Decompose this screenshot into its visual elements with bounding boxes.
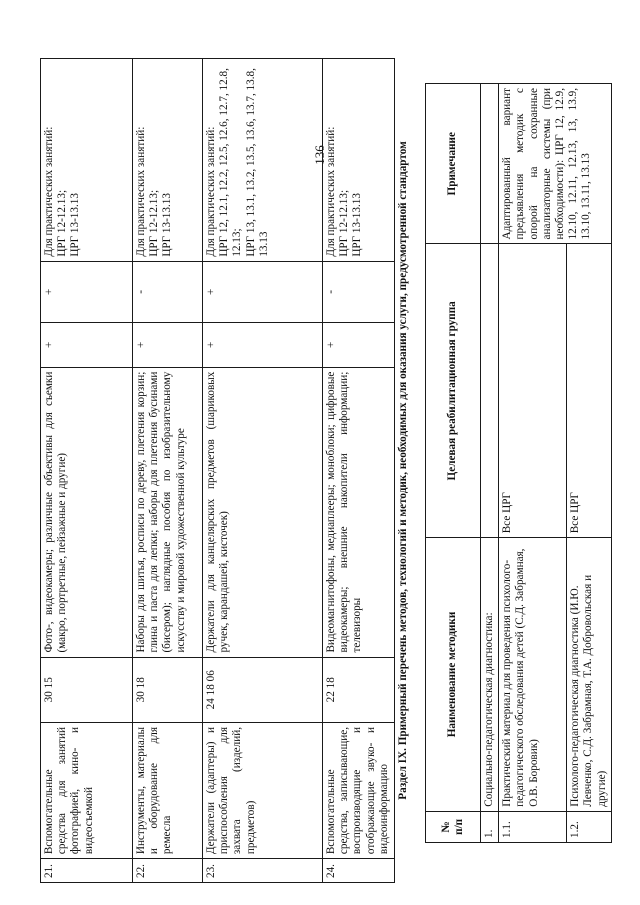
row-number: 1. — [481, 811, 499, 842]
note-line: ЦРГ 12-12.13; — [148, 189, 161, 257]
row-number: 23. — [203, 859, 323, 883]
equipment-code: 30 18 — [133, 657, 203, 722]
method-name: Практический материал для проведения психолого-педагогического обследования детей (С.Д. Забрамная, О.В. Боровик) — [499, 538, 567, 812]
table-row — [133, 59, 203, 883]
equipment-name: Инструменты, материалы и оборудование для ремесла — [133, 723, 203, 859]
table-row — [41, 59, 133, 883]
target-group: Все ЦРГ — [499, 244, 567, 538]
equipment-note — [203, 59, 323, 262]
note-line: ЦРГ 13-13.13 — [161, 193, 174, 257]
equipment-table — [40, 58, 395, 883]
target-group — [481, 244, 499, 538]
method-note — [481, 84, 499, 245]
rotated-page-content — [40, 58, 608, 883]
availability-mark: + — [203, 261, 323, 322]
availability-mark: + — [133, 322, 203, 367]
table-row — [203, 59, 323, 883]
note-line: ЦРГ 12-12.13; — [56, 189, 69, 257]
method-name: Психолого-педагогическая диагностика (И.Ю. Левченко, С.Д. Забрамная, Т.А. Добровольская и другие) — [567, 538, 612, 812]
table-row — [481, 84, 499, 843]
method-name: Социально-педагогическая диагностика: — [481, 538, 499, 812]
equipment-description: Наборы для шитья, росписи по дереву, плетения корзин; глина и паста для лепки; наборы для плетения бусинами (бисером); наглядные пособия по изобразительному искусству и мировой художественной культуре — [133, 367, 203, 657]
row-number: 24. — [323, 859, 395, 883]
method-note: Адаптированный вариант предъявления методик с опорой на сохранные анализаторные системы (при необходимости): ЦРГ 12, 12.9, 12.10, 12.11, 12.13, 13, 13.9, 13.10, 13.11, 13.13 — [499, 84, 612, 245]
equipment-note — [133, 59, 203, 262]
note-line: Для практических занятий: — [43, 126, 55, 257]
note-line: ЦРГ 12, 12.1, 12.2, 12.5, 12.6, 12.7, 12.8, 12.13; — [218, 68, 244, 257]
availability-mark: - — [323, 261, 395, 322]
note-line: ЦРГ 13, 13.1, 13.2, 13.5, 13.6, 13.7, 13.8, 13.13 — [244, 68, 270, 257]
equipment-note — [323, 59, 395, 262]
availability-mark: + — [41, 261, 133, 322]
row-number: 1.1. — [499, 811, 567, 842]
row-number: 1.2. — [567, 811, 612, 842]
column-header-note: Примечание — [426, 84, 481, 245]
header-row — [426, 84, 481, 843]
equipment-description: Видеомагнитофоны, медиаплееры; моноблоки; цифровые видеокамеры; внешние накопители информации; телевизоры — [323, 367, 395, 657]
row-number: 21. — [41, 859, 133, 883]
note-line: ЦРГ 12-12.13; — [338, 189, 351, 257]
availability-mark: - — [133, 261, 203, 322]
equipment-name: Вспомогательные средства, записывающие, воспроизводящие и отображающие звуко- и видеоинформацию — [323, 723, 395, 859]
table-row — [499, 84, 567, 843]
note-line: ЦРГ 13-13.13 — [351, 193, 364, 257]
column-header-number: № п/п — [426, 811, 481, 842]
equipment-name: Держатели (адаптеры) и приспособления для захвата (изделий, предметов) — [203, 723, 323, 859]
note-line: Для практических занятий: — [135, 126, 147, 257]
equipment-code: 30 15 — [41, 657, 133, 722]
page-number: 136 — [312, 145, 327, 165]
note-line: ЦРГ 13-13.13 — [69, 193, 82, 257]
equipment-code: 24 18 06 — [203, 657, 323, 722]
availability-mark: + — [323, 322, 395, 367]
equipment-description: Фото-, видеокамеры; различные объективы для съемки (макро, портретные, пейзажные и другие) — [41, 367, 133, 657]
table-row — [323, 59, 395, 883]
equipment-name: Вспомогательные средства для занятий фотографией, кино- и видеосъемкой — [41, 723, 133, 859]
column-header-group: Целевая реабилитационная группа — [426, 244, 481, 538]
methods-table — [425, 83, 612, 843]
equipment-note — [41, 59, 133, 262]
availability-mark: + — [41, 322, 133, 367]
target-group: Все ЦРГ — [567, 244, 612, 538]
equipment-description: Держатели для канцелярских предметов (шариковых ручек, карандашей, кисточек) — [203, 367, 323, 657]
column-header-method: Наименование методики — [426, 538, 481, 812]
row-number: 22. — [133, 859, 203, 883]
section-heading: Раздел IX. Примерный перечень методов, технологий и методик, необходимых для оказания услуги, предусмотренной стандартом — [397, 141, 409, 800]
equipment-code: 22 18 — [323, 657, 395, 722]
note-line: Для практических занятий: — [325, 126, 337, 257]
note-line: Для практических занятий: — [205, 126, 217, 257]
availability-mark: + — [203, 322, 323, 367]
